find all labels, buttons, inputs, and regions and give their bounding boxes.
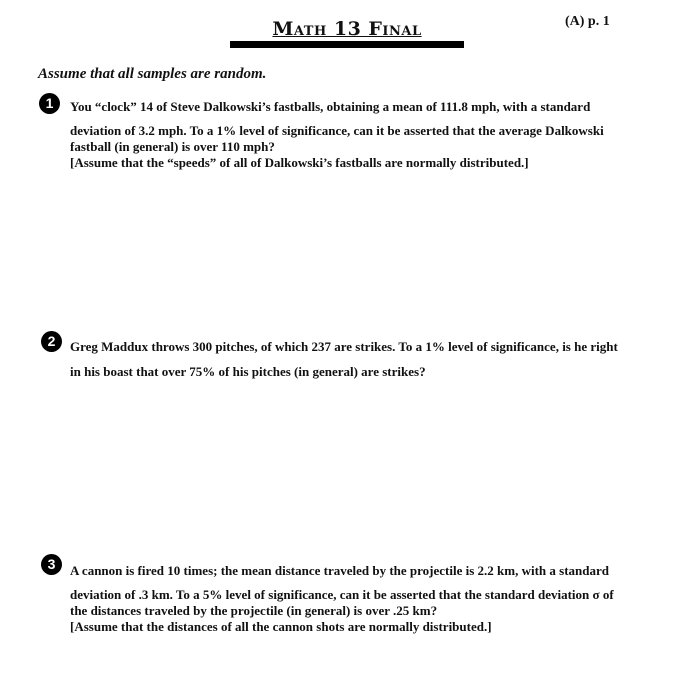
question-number-1: 1	[39, 93, 60, 114]
question-1-line: deviation of 3.2 mph. To a 1% level of significance, can it be asserted that the average Dalkowski	[70, 123, 604, 138]
question-3-line: [Assume that the distances of all the cannon shots are normally distributed.]	[70, 619, 492, 634]
question-1-line: fastball (in general) is over 110 mph?	[70, 139, 275, 154]
instructions: Assume that all samples are random.	[38, 66, 267, 82]
question-3-line: the distances traveled by the projectile (in general) is over .25 km?	[70, 603, 438, 618]
question-3-line: A cannon is fired 10 times; the mean distance traveled by the projectile is 2.2 km, with a standard	[70, 563, 609, 578]
question-1-line: [Assume that the “speeds” of all of Dalkowski’s fastballs are normally distributed.]	[70, 155, 529, 170]
question-number-2: 2	[41, 331, 62, 352]
page-label: (A) p. 1	[565, 14, 610, 29]
page-title: Math 13 Final	[272, 18, 422, 40]
question-2-line: Greg Maddux throws 300 pitches, of which 237 are strikes. To a 1% level of significance, is he right	[70, 339, 618, 354]
question-number-3: 3	[41, 554, 62, 575]
question-1-line: You “clock” 14 of Steve Dalkowski’s fastballs, obtaining a mean of 111.8 mph, with a standard	[70, 99, 591, 114]
title-underline-bar	[230, 41, 464, 48]
question-2-line: in his boast that over 75% of his pitches (in general) are strikes?	[70, 364, 426, 379]
question-3-line: deviation of .3 km. To a 5% level of significance, can it be asserted that the standard deviation σ of	[70, 587, 614, 602]
